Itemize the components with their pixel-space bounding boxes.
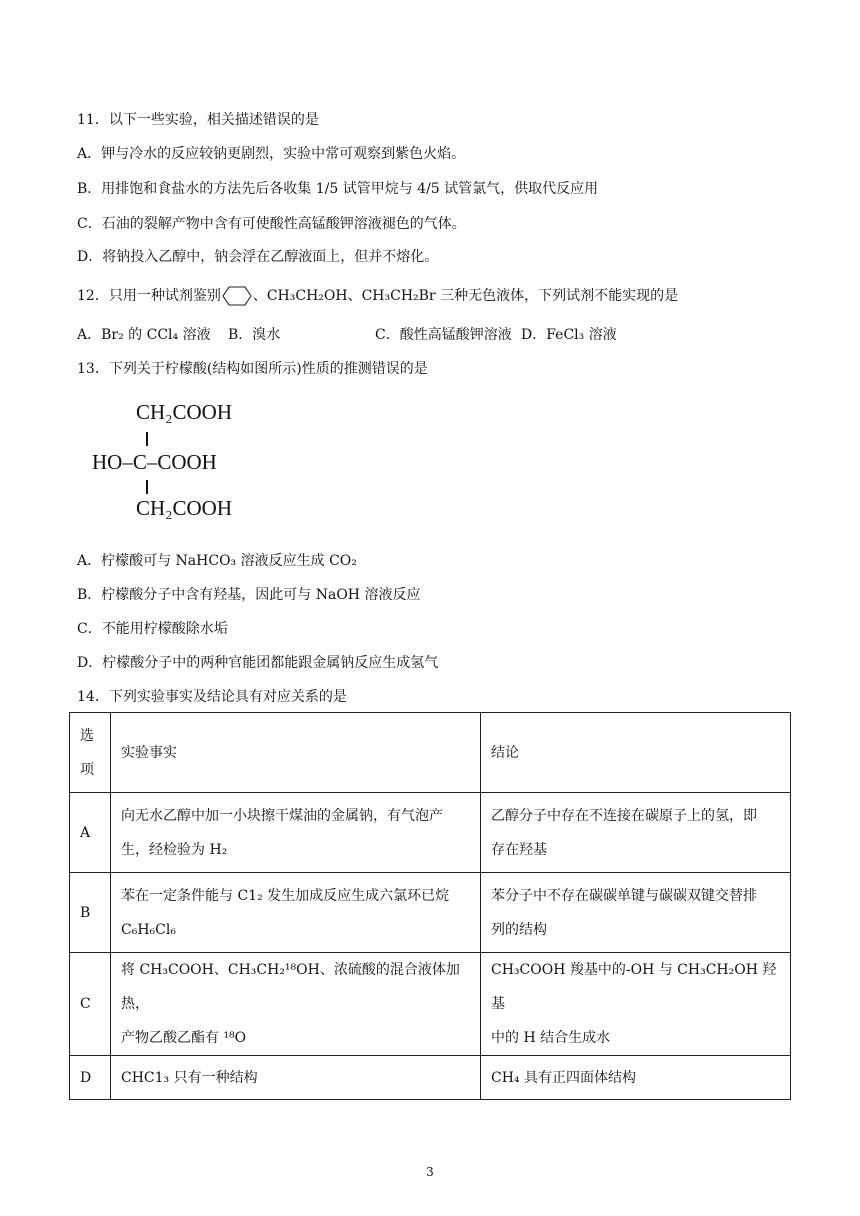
header-fact: 实验事实 bbox=[111, 713, 481, 793]
structure-top-group: CH₂COOH bbox=[136, 400, 232, 424]
header-option-line2: 项 bbox=[80, 761, 94, 778]
row-fact-line1: CHC1₃ 只有一种结构 bbox=[121, 1069, 258, 1086]
row-conclusion bbox=[481, 1056, 791, 1100]
q12-option-c: C．酸性高锰酸钾溶液 bbox=[375, 327, 512, 343]
row-conclusion-line2: 中的 H 结合生成水 bbox=[491, 1030, 611, 1046]
row-fact-line1: 将 CH₃COOH、CH₃CH₂¹⁸OH、浓硫酸的混合液体加热， bbox=[121, 962, 460, 1012]
row-option: D bbox=[70, 1056, 111, 1100]
q12-stem-suffix: 、CH₃CH₂OH、CH₃CH₂Br 三种无色液体，下列试剂不能实现的是 bbox=[252, 288, 679, 304]
row-conclusion-line1: CH₃COOH 羧基中的-OH 与 CH₃CH₂OH 羟基 bbox=[491, 962, 777, 1012]
table-row bbox=[70, 1056, 791, 1100]
q12-options bbox=[77, 325, 617, 345]
table-row bbox=[70, 793, 791, 873]
row-option: A bbox=[70, 793, 111, 873]
row-fact bbox=[111, 953, 481, 1056]
structure-bond-top bbox=[146, 432, 148, 446]
q11-option-a: A．钾与冷水的反应较钠更剧烈，实验中常可观察到紫色火焰。 bbox=[77, 146, 466, 162]
row-fact-line2: 生，经检验为 H₂ bbox=[121, 841, 228, 858]
header-conclusion: 结论 bbox=[481, 713, 791, 793]
header-option-line1: 选 bbox=[80, 727, 94, 744]
structure-bottom-group: CH₂COOH bbox=[136, 496, 232, 520]
row-option: C bbox=[70, 953, 111, 1056]
q14-table bbox=[69, 712, 791, 1100]
row-fact-line2: C₆H₆Cl₆ bbox=[121, 921, 176, 938]
structure-bond-bottom bbox=[146, 480, 148, 494]
benzene-ring-icon bbox=[222, 286, 252, 306]
row-option: B bbox=[70, 873, 111, 953]
row-conclusion bbox=[481, 953, 791, 1056]
row-conclusion bbox=[481, 793, 791, 873]
q14-stem: 14．下列实验事实及结论具有对应关系的是 bbox=[77, 689, 347, 705]
page-number: 3 bbox=[426, 1165, 434, 1179]
structure-middle-group: HO–C–COOH bbox=[92, 450, 217, 474]
row-fact bbox=[111, 873, 481, 953]
q12-stem-prefix: 12．只用一种试剂鉴别 bbox=[77, 288, 221, 304]
q13-option-b: B．柠檬酸分子中含有羟基，因此可与 NaOH 溶液反应 bbox=[77, 587, 421, 603]
row-fact-line1: 向无水乙醇中加一小块擦干煤油的金属钠，有气泡产 bbox=[121, 807, 443, 824]
q13-option-d: D．柠檬酸分子中的两种官能团都能跟金属钠反应生成氢气 bbox=[77, 655, 439, 671]
row-fact-line2: 产物乙酸乙酯有 ¹⁸O bbox=[121, 1030, 247, 1046]
row-conclusion-line2: 列的结构 bbox=[491, 921, 547, 938]
row-fact-line1: 苯在一定条件能与 C1₂ 发生加成反应生成六氯环已烷 bbox=[121, 887, 450, 904]
row-fact bbox=[111, 793, 481, 873]
q11-option-d: D．将钠投入乙醇中，钠会浮在乙醇液面上，但并不熔化。 bbox=[77, 249, 439, 265]
q11-option-b: B．用排饱和食盐水的方法先后各收集 1/5 试管甲烷与 4/5 试管氯气，供取代反应用 bbox=[77, 181, 599, 197]
q12-stem bbox=[77, 286, 678, 306]
q11-option-c: C．石油的裂解产物中含有可使酸性高锰酸钾溶液褪色的气体。 bbox=[77, 216, 466, 232]
row-conclusion-line1: 乙醇分子中存在不连接在碳原子上的氢，即 bbox=[491, 807, 757, 824]
table-row bbox=[70, 953, 791, 1056]
row-conclusion-line1: 苯分子中不存在碳碳单键与碳碳双键交替排 bbox=[491, 887, 757, 904]
citric-acid-structure bbox=[92, 400, 262, 530]
q12-option-a: A．Br₂ 的 CCl₄ 溶液 bbox=[77, 327, 211, 343]
q11-stem: 11．以下一些实验，相关描述错误的是 bbox=[77, 112, 319, 128]
table-header-row bbox=[70, 713, 791, 793]
q12-option-b: B．溴水 bbox=[228, 327, 281, 343]
q13-option-a: A．柠檬酸可与 NaHCO₃ 溶液反应生成 CO₂ bbox=[77, 553, 357, 569]
row-fact bbox=[111, 1056, 481, 1100]
q13-option-c: C．不能用柠檬酸除水垢 bbox=[77, 621, 228, 637]
row-conclusion-line1: CH₄ 具有正四面体结构 bbox=[491, 1069, 636, 1086]
row-conclusion bbox=[481, 873, 791, 953]
table-row bbox=[70, 873, 791, 953]
q12-option-d: D．FeCl₃ 溶液 bbox=[521, 327, 617, 343]
header-option bbox=[70, 713, 111, 793]
q13-stem: 13．下列关于柠檬酸(结构如图所示)性质的推测错误的是 bbox=[77, 361, 428, 377]
row-conclusion-line2: 存在羟基 bbox=[491, 841, 547, 858]
